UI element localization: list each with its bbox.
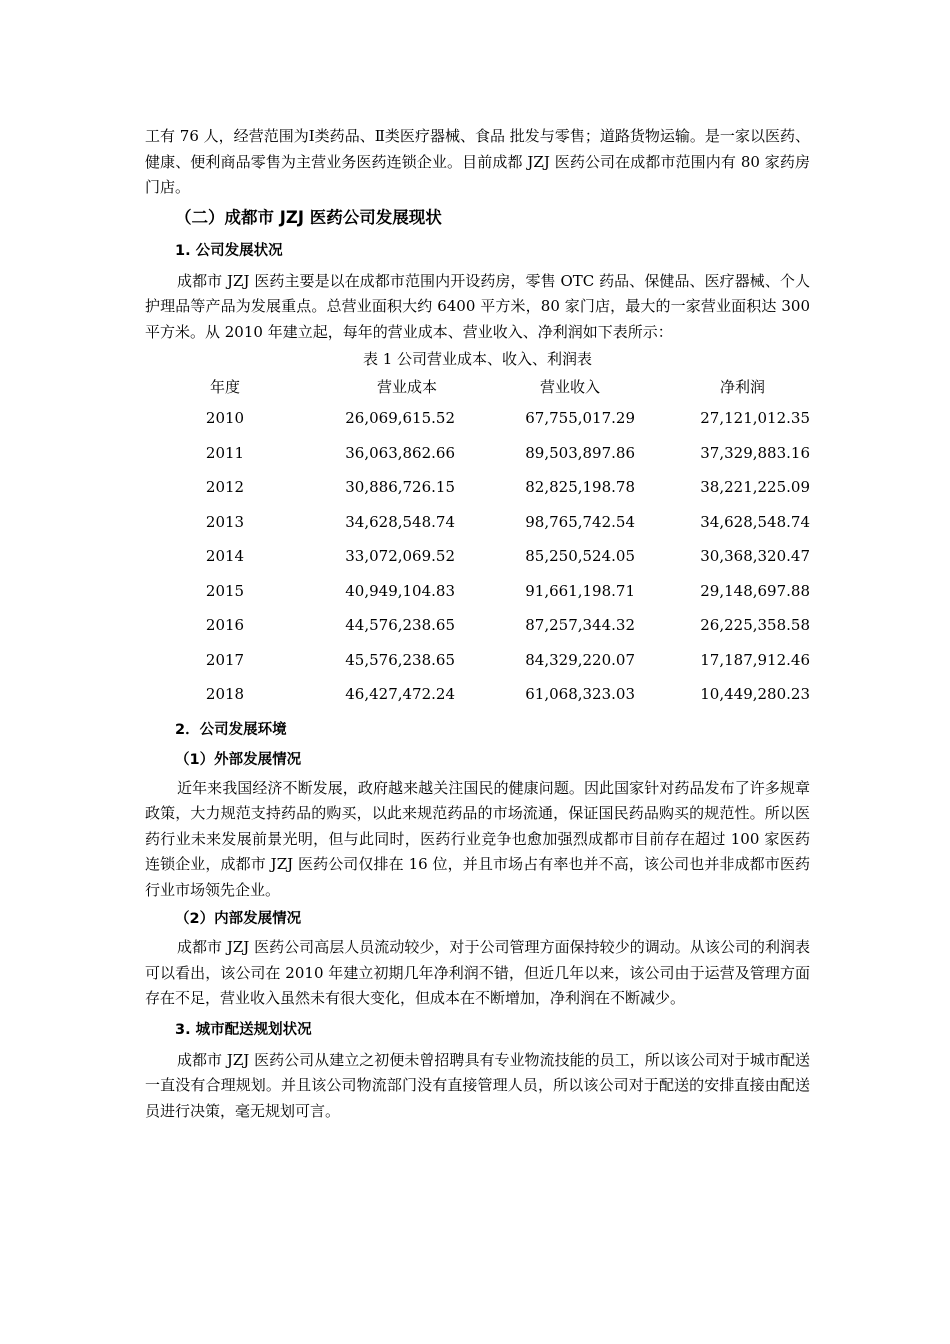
cell-profit: 10,449,280.23 bbox=[700, 685, 810, 704]
cell-revenue: 87,257,344.32 bbox=[525, 616, 635, 635]
cell-revenue: 82,825,198.78 bbox=[525, 478, 635, 497]
cell-cost: 30,886,726.15 bbox=[345, 478, 455, 497]
cell-year: 2013 bbox=[205, 512, 245, 531]
distribution-paragraph: 成都市 JZJ 医药公司从建立之初便未曾招聘具有专业物流技能的员工，所以该公司对于城市配送一直没有合理规划。并且该公司物流部门没有直接管理人员，所以该公司对于配送的安排直接由配送员进行决策，毫无规划可言。 bbox=[145, 1050, 810, 1120]
cell-revenue: 89,503,897.86 bbox=[525, 443, 635, 462]
cell-cost: 45,576,238.65 bbox=[345, 650, 455, 669]
table-row bbox=[145, 574, 810, 609]
header-operating-cost bbox=[305, 371, 455, 401]
cell-year: 2010 bbox=[205, 409, 245, 428]
cell-revenue: 67,755,017.29 bbox=[525, 409, 635, 428]
table-caption: 表 1 公司营业成本、收入、利润表 bbox=[362, 350, 593, 368]
company-status-paragraph: 成都市 JZJ 医药主要是以在成都市范围内开设药房，零售 OTC 药品、保健品、医疗器械、个人护理品等产品为发展重点。总营业面积大约 6400 平方米，80 家门店，最大的一家营业面积达 300 平方米。从 2010 年建立起，每年的营业成本、营业收入、净利润如下表所示： bbox=[145, 271, 810, 341]
header-net-profit bbox=[635, 371, 810, 401]
cell-year: 2012 bbox=[205, 478, 245, 497]
financial-table bbox=[145, 371, 810, 712]
cell-year: 2011 bbox=[205, 443, 245, 462]
cell-revenue: 61,068,323.03 bbox=[525, 685, 635, 704]
section-heading-development-status: （二）成都市 JZJ 医药公司发展现状 bbox=[175, 207, 442, 227]
document-page bbox=[145, 124, 810, 1124]
cell-revenue: 85,250,524.05 bbox=[525, 547, 635, 566]
cell-year: 2018 bbox=[205, 685, 245, 704]
subsubsection-heading-internal: （2）内部发展情况 bbox=[175, 911, 302, 927]
cell-cost: 46,427,472.24 bbox=[345, 685, 455, 704]
cell-profit: 37,329,883.16 bbox=[700, 443, 810, 462]
cell-profit: 30,368,320.47 bbox=[700, 547, 810, 566]
cell-revenue: 91,661,198.71 bbox=[525, 581, 635, 600]
table-header-row bbox=[145, 371, 810, 401]
header-operating-cost-label: 营业成本 bbox=[376, 377, 437, 396]
table-row bbox=[145, 608, 810, 643]
cell-cost: 44,576,238.65 bbox=[345, 616, 455, 635]
cell-profit: 17,187,912.46 bbox=[700, 650, 810, 669]
cell-profit: 38,221,225.09 bbox=[700, 478, 810, 497]
table-row bbox=[145, 470, 810, 505]
header-operating-revenue-label: 营业收入 bbox=[539, 377, 600, 396]
cell-profit: 29,148,697.88 bbox=[700, 581, 810, 600]
cell-cost: 36,063,862.66 bbox=[345, 443, 455, 462]
table-row bbox=[145, 505, 810, 540]
header-operating-revenue bbox=[455, 371, 635, 401]
cell-revenue: 98,765,742.54 bbox=[525, 512, 635, 531]
table-row bbox=[145, 401, 810, 436]
header-net-profit-label: 净利润 bbox=[719, 377, 765, 396]
subsection-heading-distribution: 3. 城市配送规划状况 bbox=[175, 1021, 312, 1038]
cell-profit: 27,121,012.35 bbox=[700, 409, 810, 428]
header-year: 年度 bbox=[209, 377, 240, 396]
cell-year: 2017 bbox=[205, 650, 245, 669]
table-row bbox=[145, 436, 810, 471]
cell-year: 2015 bbox=[205, 581, 245, 600]
subsubsection-heading-external: （1）外部发展情况 bbox=[175, 751, 302, 768]
internal-paragraph: 成都市 JZJ 医药公司高层人员流动较少，对于公司管理方面保持较少的调动。从该公司的利润表可以看出，该公司在 2010 年建立初期几年净利润不错，但近几年以来，该公司由于运营及管理方面存在不足，营业收入虽然未有很大变化，但成本在不断增加，净利润在不断减少。 bbox=[145, 938, 810, 1007]
cell-cost: 26,069,615.52 bbox=[345, 409, 455, 428]
cell-cost: 40,949,104.83 bbox=[345, 581, 455, 600]
subsection-heading-company-status: 1. 公司发展状况 bbox=[175, 242, 283, 259]
cell-cost: 34,628,548.74 bbox=[345, 512, 455, 531]
cell-cost: 33,072,069.52 bbox=[345, 547, 455, 566]
subsection-heading-environment: 2．公司发展环境 bbox=[175, 721, 287, 738]
cell-year: 2016 bbox=[205, 616, 245, 635]
cell-profit: 26,225,358.58 bbox=[700, 616, 810, 635]
cell-revenue: 84,329,220.07 bbox=[525, 650, 635, 669]
cell-year: 2014 bbox=[205, 547, 245, 566]
external-paragraph: 近年来我国经济不断发展，政府越来越关注国民的健康问题。因此国家针对药品发布了许多规章政策，大力规范支持药品的购买，以此来规范药品的市场流通，保证国民药品购买的规范性。所以医药行业未来发展前景光明，但与此同时，医药行业竞争也愈加强烈成都市目前存在超过 100 家医药连锁企业，成都市 JZJ 医药公司仅排在 16 位，并且市场占有率也并不高，该公司也并非成都市医药行业市场领先企业。 bbox=[145, 778, 810, 899]
cell-profit: 34,628,548.74 bbox=[700, 512, 810, 531]
intro-paragraph: 工有 76 人，经营范围为Ⅰ类药品、Ⅱ类医疗器械、食品 批发与零售；道路货物运输。是一家以医药、健康、便利商品零售为主营业务医药连锁企业。目前成都 JZJ 医药公司在成都市范围内有 80 家药房门店。 bbox=[145, 127, 810, 196]
table-row bbox=[145, 677, 810, 712]
table-row bbox=[145, 643, 810, 678]
table-row bbox=[145, 539, 810, 574]
